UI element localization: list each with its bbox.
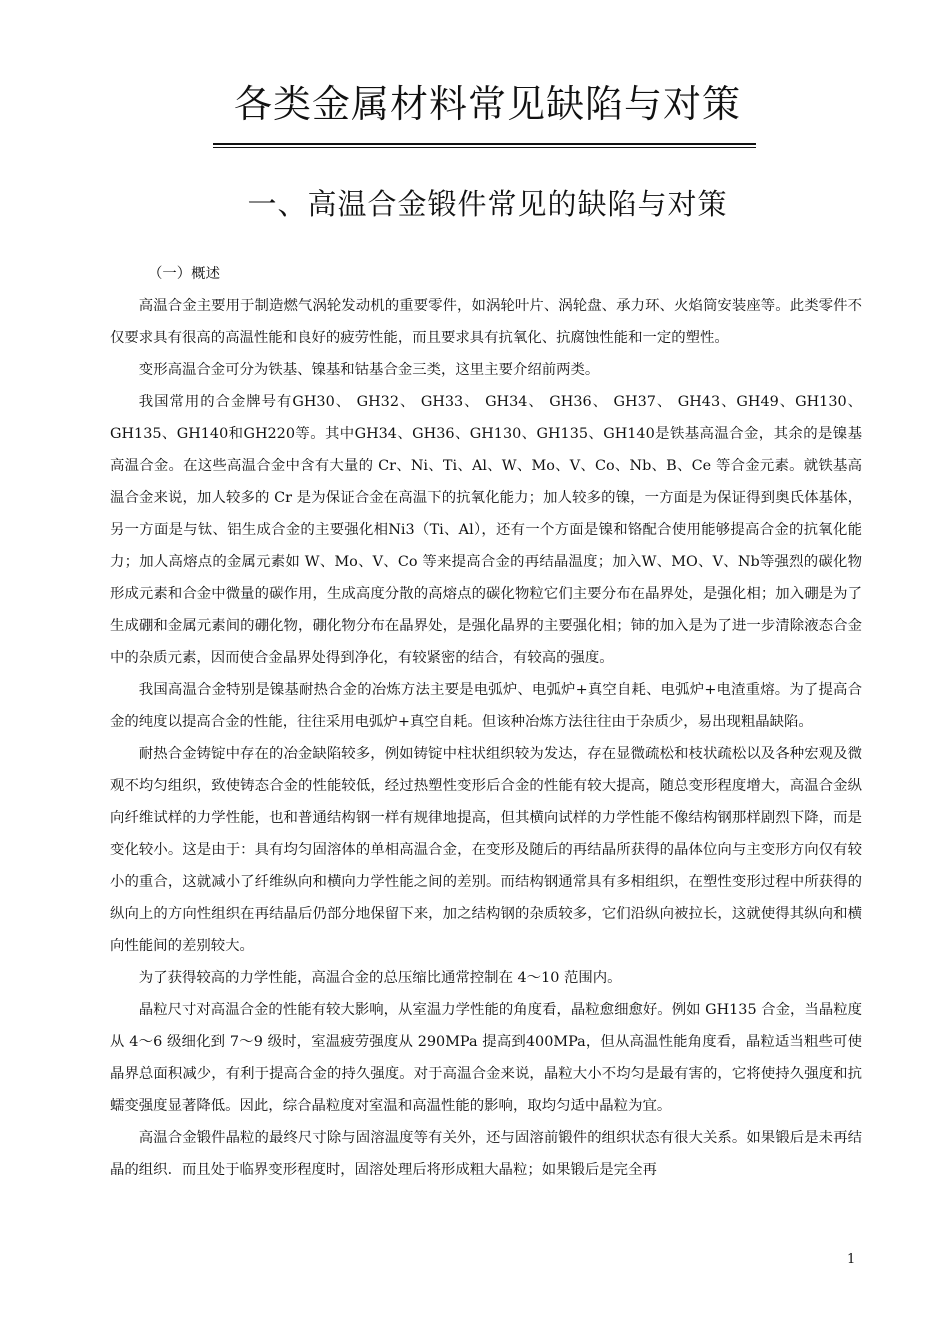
paragraph: 为了获得较高的力学性能，高温合金的总压缩比通常控制在 4～10 范围内。 [138,970,622,986]
paragraph: 晶粒尺寸对高温合金的性能有较大影响，从室温力学性能的角度看，晶粒愈细愈好。例如 GH135 合金，当晶粒度从 4～6 级细化到 7～9 级时，室温疲劳强度从 290MPa 提高到400MPa，但从高温性能角度看，晶粒适当粗些可使晶界总面积减少，有利于提高合金的持久强度。对于高温合金来说，晶粒大小不均匀是最有害的，它将使持久强度和抗蠕变强度显著降低。因此，综合晶粒度对室温和高温性能的影响，取均匀适中晶粒为宜。 [110,1002,862,1114]
paragraph: 变形高温合金可分为铁基、镍基和钴基合金三类，这里主要介绍前两类。 [138,362,600,378]
section-title: 一、高温合金锻件常见的缺陷与对策 [247,187,728,221]
paragraph: 高温合金锻件晶粒的最终尺寸除与固溶温度等有关外，还与固溶前锻件的组织状态有很大关系。如果锻后是未再结晶的组织．而且处于临界变形程度时，固溶处理后将形成粗大晶粒；如果锻后是完全再 [110,1130,862,1178]
document-title: 各类金属材料常见缺陷与对策 [233,82,741,126]
paragraph: 我国常用的合金牌号有GH30、 GH32、 GH33、 GH34、 GH36、 GH37、 GH43、GH49、GH130、GH135、GH140和GH220等。其中GH34、GH36、GH130、GH135、GH140是铁基高温合金，其余的是镍基高温合金。在这些高温合金中含有大量的 Cr、Ni、Ti、Al、W、Mo、V、Co、Nb、B、Ce 等合金元素。就铁基高温合金来说，加人较多的 Cr 是为保证合金在高温下的抗氧化能力；加人较多的镍，一方面是为保证得到奥氏体基体，另一方面是与钛、铝生成合金的主要强化相Ni3（Ti、Al），还有一个方面是镍和铬配合使用能够提高合金的抗氧化能力；加人高熔点的金属元素如 W、Mo、V、Co 等来提高合金的再结晶温度；加入W、MO、V、Nb等强烈的碳化物形成元素和合金中微量的碳作用，生成高度分散的高熔点的碳化物粒它们主要分布在晶界处，是强化相；加入硼是为了生成硼和金属元素间的硼化物，硼化物分布在晶界处，是强化晶界的主要强化相；铈的加入是为了进一步清除液态合金中的杂质元素，因而使合金晶界处得到净化，有较紧密的结合，有较高的强度。 [110,394,862,666]
paragraph: 我国高温合金特别是镍基耐热合金的冶炼方法主要是电弧炉、电弧炉+真空自耗、电弧炉+电渣重熔。为了提高合金的纯度以提高合金的性能，往往采用电弧炉+真空自耗。但该种冶炼方法往往由于杂质少，易出现粗晶缺陷。 [110,682,862,730]
subsection-heading: （一）概述 [148,266,220,282]
paragraph: 高温合金主要用于制造燃气涡轮发动机的重要零件，如涡轮叶片、涡轮盘、承力环、火焰筒安装座等。此类零件不仅要求具有很高的高温性能和良好的疲劳性能，而且要求具有抗氧化、抗腐蚀性能和一定的塑性。 [110,298,862,346]
paragraph: 耐热合金铸锭中存在的冶金缺陷较多，例如铸锭中柱状组织较为发达，存在显微疏松和枝状疏松以及各种宏观及微观不均匀组织，致使铸态合金的性能较低，经过热塑性变形后合金的性能有较大提高，随总变形程度增大，高温合金纵向纤维试样的力学性能，也和普通结构钢一样有规律地提高，但其横向试样的力学性能不像结构钢那样剧烈下降，而是变化较小。这是由于：具有均匀固溶体的单相高温合金，在变形及随后的再结晶所获得的晶体位向与主变形方向仅有较小的重合，这就减小了纤维纵向和横向力学性能之间的差别。而结构钢通常具有多相组织，在塑性变形过程中所获得的纵向上的方向性组织在再结晶后仍部分地保留下来，加之结构钢的杂质较多，它们沿纵向被拉长，这就使得其纵向和横向性能间的差别较大。 [110,746,862,954]
page-number: 1 [847,1252,856,1267]
document-body [110,258,862,1186]
title-double-rule [213,143,756,148]
